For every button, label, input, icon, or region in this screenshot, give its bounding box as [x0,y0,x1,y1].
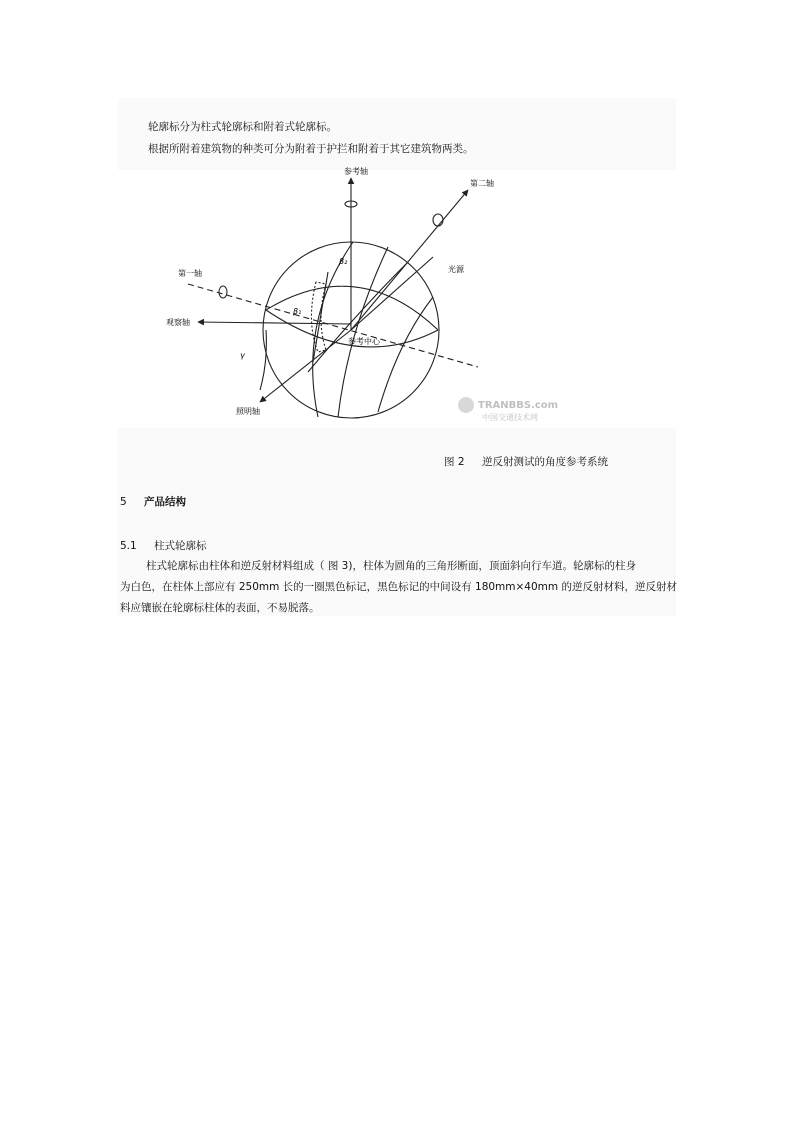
first-axis-line [188,284,478,367]
figure-number: 图 2 [444,456,465,468]
second-axis-line [351,190,468,330]
label-reference-axis: 参考轴 [344,167,368,176]
label-illumination-axis: 照明轴 [236,407,260,416]
watermark-logo [458,397,558,422]
label-observation-axis: 观察轴 [166,318,190,327]
label-first-axis: 第一轴 [178,269,202,278]
label-beta1: β₁ [293,307,302,316]
subsection-number: 5.1 [120,540,137,552]
rotation-second-axis [433,214,443,226]
rotation-first-axis [219,286,227,298]
section-title: 产品结构 [144,496,186,508]
body-line-2: 为白色，在柱体上部应有 250mm 长的一圈黑色标记，黑色标记的中间设有 180mm×40mm 的逆反射材料，逆反射材 [120,581,677,593]
scan-background-top [118,98,676,170]
label-beta2: β₂ [339,257,348,266]
intro-line-2: 根据所附着建筑物的种类可分为附着于护拦和附着于其它建筑物两类。 [148,143,474,155]
figure-caption [444,454,608,469]
subsection-title: 柱式轮廓标 [154,540,207,552]
illumination-axis-line [260,330,351,402]
subsection-heading [120,538,207,553]
watermark-subtitle: 中国交通技术网 [482,413,538,422]
label-light-source: 光源 [448,265,464,274]
body-line-1: 柱式轮廓标由柱体和逆反射材料组成（ 图 3)，柱体为圆角的三角形断面，顶面斜向行车道。轮廓标的柱身 [146,560,636,572]
body-paragraph [120,556,680,619]
light-source-line [351,257,433,330]
label-second-axis: 第二轴 [470,179,494,188]
figure-caption-text: 逆反射测试的角度参考系统 [482,456,608,468]
watermark-brand: TRANBBS.com [478,400,559,411]
body-line-3: 料应镶嵌在轮廓标柱体的表面，不易脱落。 [120,602,320,614]
section-heading [120,494,186,509]
section-number: 5 [120,496,127,508]
angular-reference-diagram [148,162,568,430]
intro-line-1: 轮廓标分为柱式轮廓标和附着式轮廓标。 [148,121,337,133]
observation-axis-line [198,322,351,324]
label-reference-center: 参考中心 [348,337,380,346]
meridian-right [338,247,388,417]
label-gamma: γ [240,351,245,360]
